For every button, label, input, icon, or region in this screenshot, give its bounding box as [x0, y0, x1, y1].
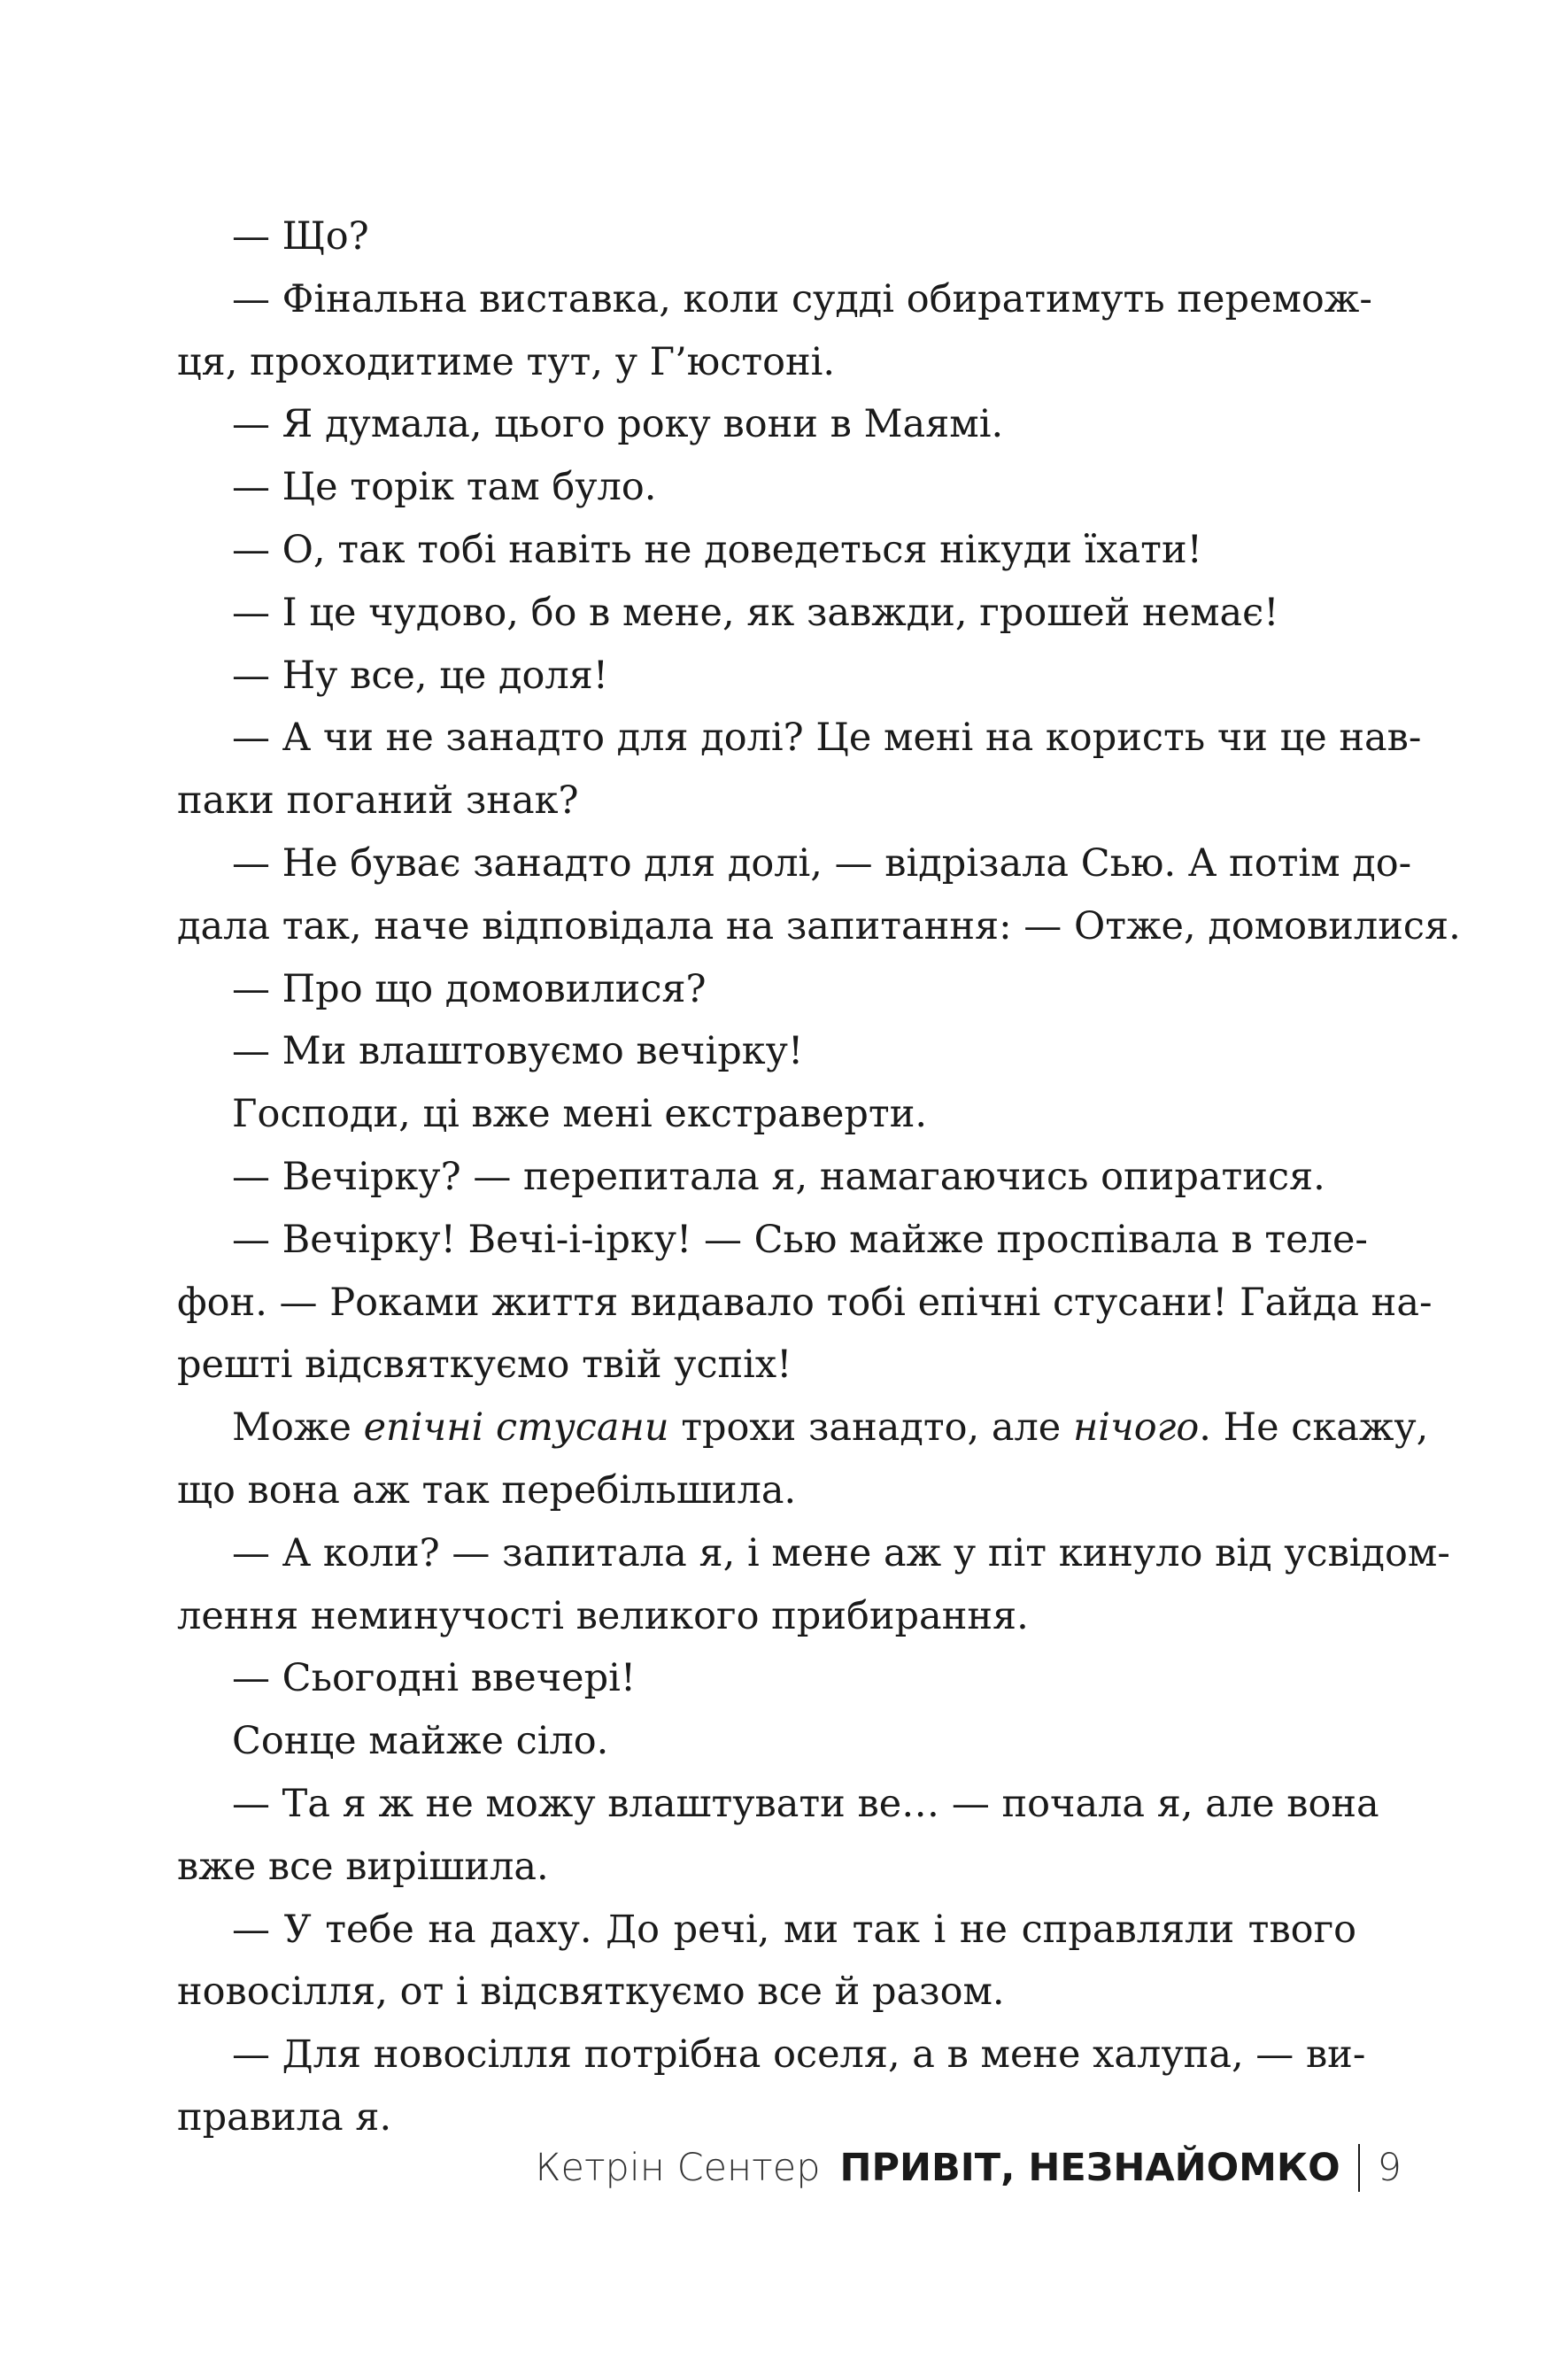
text-line: — Вечірку! Вечі-і-ірку! — Сью майже проспівала в теле-: [232, 1217, 1368, 1262]
page-number: 9: [1377, 2146, 1402, 2190]
text-line: — О, так тобі навіть не доведеться нікуди їхати!: [232, 527, 1202, 572]
text-line: Сонце майже сіло.: [232, 1719, 609, 1764]
text-line: решті відсвяткуємо твій успіх!: [177, 1343, 792, 1388]
running-footer: [536, 2141, 1402, 2194]
text-line: паки поганий знак?: [177, 778, 579, 824]
text-line: дала так, наче відповідала на запитання: — Отже, домовилися.: [177, 903, 1461, 948]
text-line: — Про що домовилися?: [232, 966, 707, 1011]
text-line: — Що?: [232, 214, 369, 259]
text-line: — І це чудово, бо в мене, як завжди, грошей немає!: [232, 590, 1279, 635]
italic-phrase: нічого: [1072, 1405, 1200, 1451]
text-line: — Це торік там було.: [232, 465, 657, 510]
text-line: — У тебе на даху. До речі, ми так і не справляли твого: [232, 1907, 1356, 1952]
text-line: що вона аж так перебільшила.: [177, 1467, 797, 1513]
text-line: — Сьогодні ввечері!: [232, 1656, 637, 1701]
text-line: — Та я ж не можу влаштувати ве… — почала я, але вона: [232, 1781, 1379, 1826]
footer-author: Кетрін Сентер: [535, 2146, 821, 2190]
text-line: лення неминучості великого прибирання.: [177, 1593, 1029, 1638]
text-line: Може епічні стусани трохи занадто, але нічого. Не скажу,: [232, 1405, 1429, 1451]
text-line: Господи, ці вже мені екстраверти.: [232, 1092, 928, 1137]
text-line: правила я.: [177, 2094, 392, 2140]
text-line: новосілля, от і відсвяткуємо все й разом.: [177, 1970, 1005, 2015]
text-line: — А чи не занадто для долі? Це мені на користь чи це нав-: [232, 716, 1422, 761]
text-line: — Фінальна виставка, коли судді обиратимуть перемож-: [232, 276, 1372, 321]
text-line: вже все вирішила.: [177, 1844, 549, 1889]
text-line: — Для новосілля потрібна оселя, а в мене халупа, — ви-: [232, 2032, 1366, 2078]
text-line: — Не буває занадто для долі, — відрізала Сью. А потім до-: [232, 840, 1412, 886]
italic-phrase: епічні стусани: [363, 1405, 669, 1451]
text-line: — Ми влаштовуємо вечірку!: [232, 1029, 804, 1074]
text-line: — Вечірку? — перепитала я, намагаючись опиратися.: [232, 1154, 1325, 1199]
footer-book-title: ПРИВІТ, НЕЗНАЙОМКО: [839, 2146, 1340, 2190]
footer-separator: [1358, 2144, 1360, 2192]
text-line: — Я думала, цього року вони в Маямі.: [232, 402, 1004, 447]
text-line: фон. — Роками життя видавало тобі епічні стусани! Гайда на-: [177, 1280, 1433, 1325]
page-body: [177, 205, 1461, 2149]
text-line: — А коли? — запитала я, і мене аж у піт кинуло від усвідом-: [232, 1530, 1450, 1575]
text-line: ця, проходитиме тут, у Г’юстоні.: [177, 339, 836, 384]
text-line: — Ну все, це доля!: [232, 653, 609, 698]
